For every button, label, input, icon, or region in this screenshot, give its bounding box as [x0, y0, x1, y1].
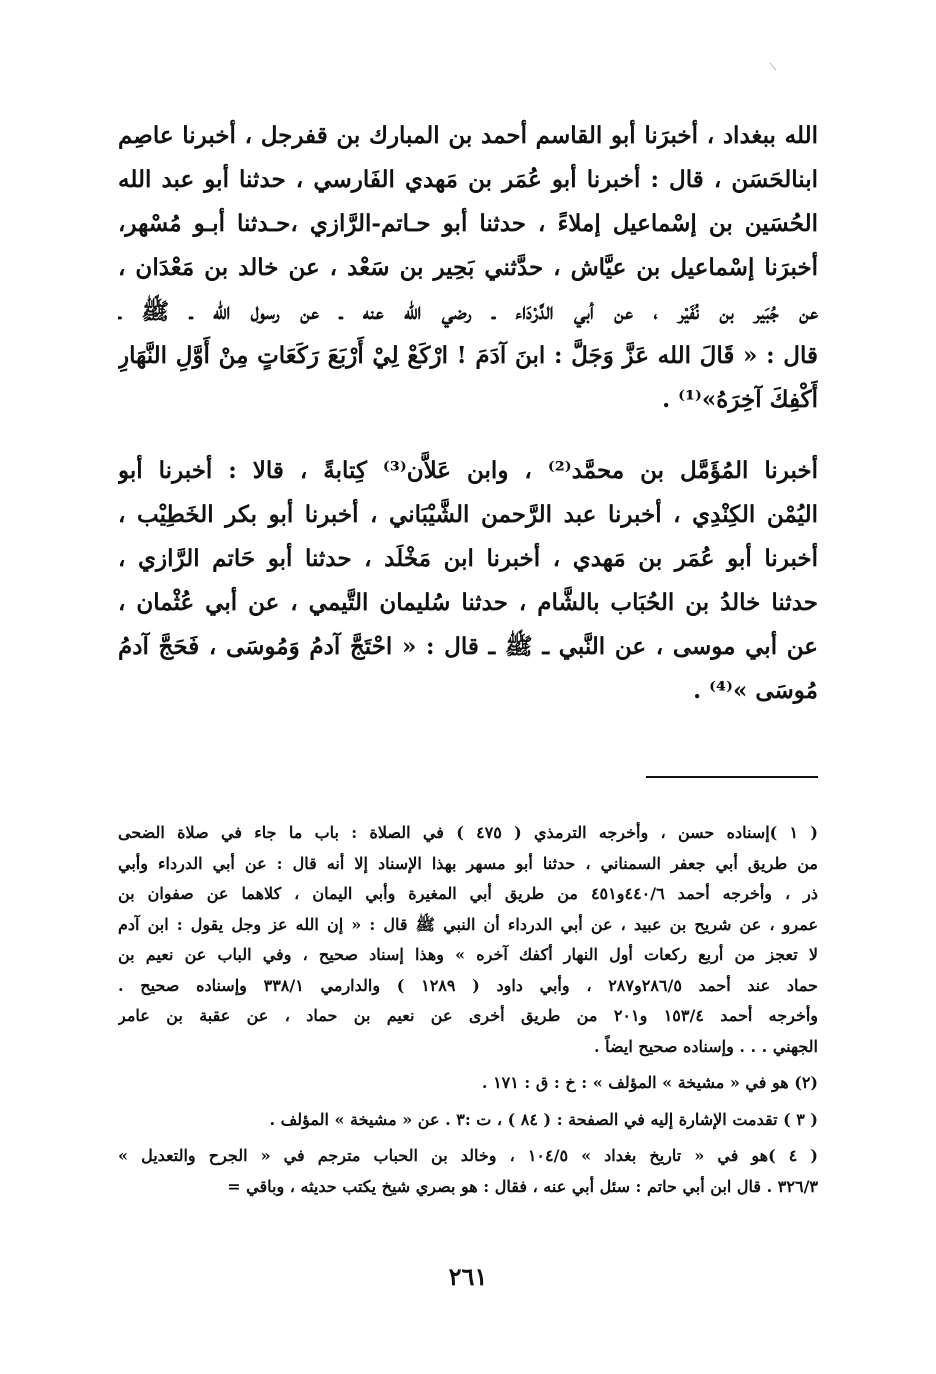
paragraph-gap [118, 422, 818, 449]
scan-mark [769, 62, 776, 70]
footnote-line: ( ١ )إسناده حسن ، وأخرجه الترمذي ( ٤٧٥ ) في الصلاة : باب ما جاء في صلاة الضحى [118, 823, 818, 842]
text-line: أخبرَنا إسْماعيل بن عيَّاش ، حدَّثني بَحِير بن سَعْد ، عن خالد بن مَعْدَان ، [118, 254, 818, 281]
footnote-line: وأخرجه أحمد ١٥٣/٤ و٢٠١ من طريق أخرى عن نعيم بن حماد ، عن عقبة بن عامر [118, 1006, 818, 1025]
text-line: الحُسَين بن إسْماعيل إملاءً ، حدثنا أبو حـاتم-الرَّازي ،حـدثنا أبـو مُسْهر، [118, 210, 818, 237]
footnote-line: ٣٢٦/٣ . قال ابن أبي حاتم : سئل أبي عنه ، فقال : هو بصري شيخ يكتب حديثه ، وباقي = [227, 1176, 818, 1196]
footnote-line: عمرو ، عن شريح بن عبيد ، عن أبي الدرداء أن النبي ﷺ قال : « إن الله عز وجل يقول : ابن آدم [118, 914, 818, 934]
footnote-line: ذر ، وأخرجه أحمد ٤٤٠/٦و٤٥١ من طريق أبي المغيرة وأبي اليمان ، كلاهما عن صفوان بن [118, 884, 818, 903]
text-line: ابنالحَسَن ، قال : أخبرنا أبو عُمَر بن مَهدي الفَارسي ، حدثنا أبو عبد الله [118, 166, 818, 193]
main-text [118, 114, 818, 713]
footnote-4 [118, 1141, 818, 1202]
text-line: أخبرنا أبو عُمَر بن مَهدي ، أخبرنا ابن مَخْلَد ، حدثنا أبو حَاتم الرَّازي ، [118, 545, 818, 572]
text-line: اليُمْن الكِنْدِي ، أخبرنا عبد الرَّحمن الشَّيْبَاني ، أخبرنا أبو بكر الخَطِيْب ، [118, 501, 818, 528]
text-line: عن جُبَير بن نُفَيْر ، عن أبي الدَّرْدَاء ـ رضي الله عنه ـ عن رسول الله ـ ﷺ ـ [118, 298, 818, 325]
text-line: حدثنا خالدُ بن الحُبَاب بالشَّام ، حدثنا سُليمان التَّيمي ، عن أبي عُثْمان ، [118, 589, 818, 616]
footnote-line: ( ٤ )هو في « تاريخ بغداد » ١٠٤/٥ ، وخالد بن الحباب مترجم في « الجرح والتعديل » [118, 1146, 818, 1165]
text-line: قال : « قَالَ الله عَزَّ وَجَلَّ : ابنَ آدَمَ ! ارْكَعْ لِيْ أَرْبَعَ رَكَعَاتٍ مِنْ أَوَّلِ النَّهَارِ [118, 342, 818, 369]
footnote-line: الجهني . . . وإسناده صحيح ايضاً . [594, 1036, 818, 1056]
paragraph-1 [118, 114, 818, 422]
footnote-3: ( ٣ ) تقدمت الإشارة إليه في الصفحة : ( ٨٤ ) ، ت :٣ . عن « مشيخة » المؤلف . [269, 1109, 818, 1129]
footnote-1 [118, 818, 818, 1062]
text-line: عن أبي موسى ، عن النَّبي ـ ﷺ ـ قال : « احْتَجَّ آدمُ وَمُوسَى ، فَحَجَّ آدمُ [118, 633, 818, 660]
paragraph-2 [118, 449, 818, 713]
footnote-2: (٢) هو في « مشيخة » المؤلف » : خ : ق : ١٧١ . [481, 1073, 818, 1092]
page-number: ٢٦١ [448, 1262, 488, 1291]
text-line: الله ببغداد ، أخبرَنا أبو القاسم أحمد بن المبارك بن قفرجل ، أخبرنا عاصِم [118, 122, 818, 149]
text-line: أَكْفِكَ آخِرَهُ»⁽¹⁾ . [662, 386, 818, 413]
footnote-divider [646, 776, 818, 778]
text-line: أخبرنا المُؤَمَّل بن محمَّد⁽²⁾ ، وابن عَلاَّن⁽³⁾ كِتابةً ، قالا : أخبرنا أبو [118, 457, 818, 484]
text-line: مُوسَى »⁽⁴⁾ . [693, 677, 818, 704]
footnote-line: حماد عند أحمد ٢٨٦/٥و٢٨٧ ، وأبي داود ( ١٢٨٩ ) والدارمي ٣٣٨/١ وإسناده صحيح . [118, 975, 818, 995]
footnote-line: من طريق أبي جعفر السمناني ، حدثنا أبو مسهر بهذا الإسناد إلا أنه قال : عن أبي الدرداء وأبي [118, 853, 818, 873]
footnotes [118, 818, 818, 1202]
footnote-line: لا تعجز من أربع ركعات أول النهار أكفك آخره » وهذا إسناد صحيح ، وفي الباب عن نعيم بن [118, 945, 818, 964]
